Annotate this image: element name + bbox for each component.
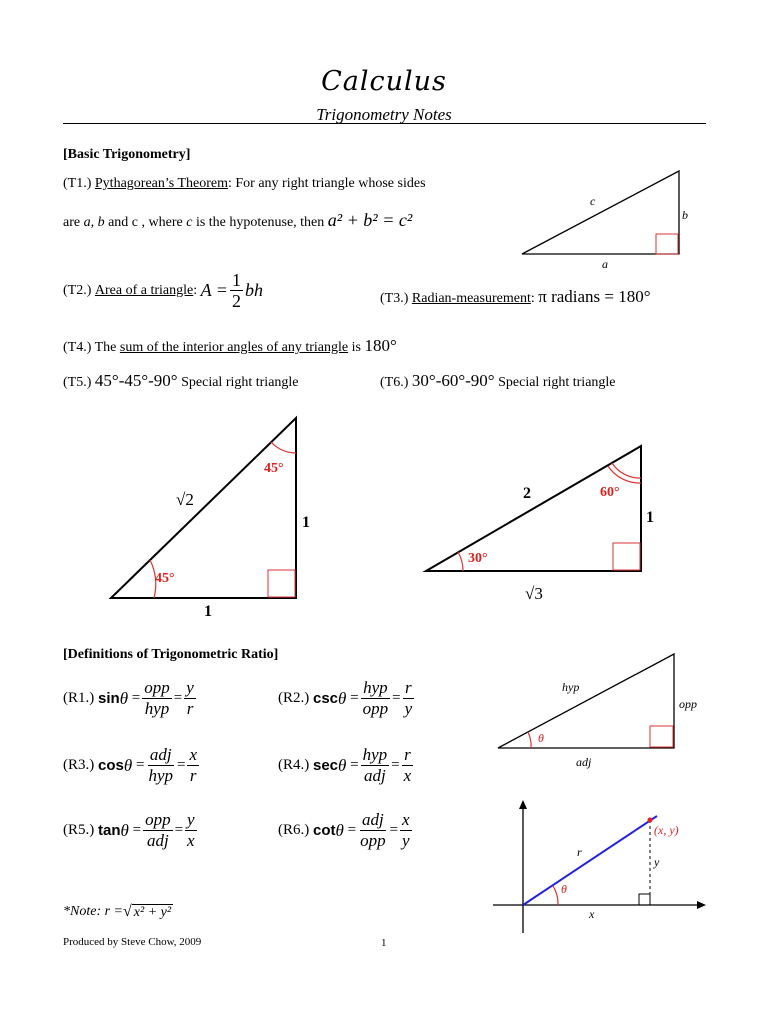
label-x: x xyxy=(589,907,595,921)
y-axis-arrow-icon xyxy=(519,800,527,809)
ratio-triangle-figure xyxy=(490,648,715,773)
label-theta-ratio: θ xyxy=(538,731,544,745)
ratio-den1: opp xyxy=(362,699,389,718)
ratio-r3: (R3.) cos θ = $\frac{\text{adj}}{\text{hyp}}$ = $\frac{x}{r}$ xyxy=(63,745,197,785)
label-side-30: 1 xyxy=(646,509,654,526)
right-angle-marker-45 xyxy=(268,570,295,597)
t1-comma: , xyxy=(90,215,98,230)
ratio-num2: y xyxy=(187,810,195,829)
ratio-r4: (R4.) sec θ = $\frac{\text{hyp}}{\text{adj}}$ = $\frac{r}{x}$ xyxy=(278,745,412,785)
ratio-num1: adj xyxy=(361,810,384,829)
ratio-theta: θ xyxy=(119,688,129,708)
t3-colon: : xyxy=(530,291,535,306)
t1-line2 xyxy=(63,210,412,231)
angle-left-45: 45° xyxy=(155,571,175,586)
theta-arc-coord xyxy=(553,886,558,905)
t2-den: 2 xyxy=(231,291,241,311)
t2-colon: : xyxy=(193,282,198,298)
ratio-label: (R6.) xyxy=(278,822,310,838)
triangle-30-60-90-figure xyxy=(415,410,665,610)
label-hyp-30: 2 xyxy=(523,485,531,502)
section-heading-ratios: [Definitions of Trigonometric Ratio] xyxy=(63,647,279,662)
ratio-fn: cot xyxy=(313,822,336,839)
t5-label: (T5.) xyxy=(63,375,92,390)
page-subtitle: Trigonometry Notes xyxy=(316,105,452,124)
ratio-theta: θ xyxy=(120,820,129,840)
ratio-label: (R4.) xyxy=(278,757,310,773)
t4-value: 180° xyxy=(364,336,397,355)
angle-top-60: 60° xyxy=(600,485,620,500)
t6-angles: 30°-60°-90° xyxy=(411,371,495,390)
note-prefix: *Note: xyxy=(63,904,102,919)
t5-angles: 45°-45°-90° xyxy=(94,371,178,390)
t5-text: Special right triangle xyxy=(181,375,299,390)
t1-formula: a² + b² = c² xyxy=(327,210,413,230)
sqrt-icon: √ xyxy=(123,903,132,920)
ratio-den2: x xyxy=(403,766,412,785)
right-angle-marker-30 xyxy=(613,543,640,570)
ratio-num1: opp xyxy=(145,810,171,829)
ratio-fn: sec xyxy=(313,757,339,774)
ratio-fn: sin xyxy=(98,690,120,707)
t5-line xyxy=(63,371,299,391)
radius-line xyxy=(523,816,657,905)
section-heading-basic: [Basic Trigonometry] xyxy=(63,147,191,162)
ratio-den1: hyp xyxy=(148,766,173,785)
t2-fraction xyxy=(230,270,243,311)
t3-label: (T3.) xyxy=(380,291,409,306)
point-xy xyxy=(648,818,653,823)
angle-top-45: 45° xyxy=(264,461,284,476)
ratio-den2: y xyxy=(402,831,410,850)
label-theta-coord: θ xyxy=(561,882,567,896)
ratio-r6: (R6.) cot θ = $\frac{\text{adj}}{\text{opp}}$ = $\frac{x}{y}$ xyxy=(278,810,410,850)
label-c: c xyxy=(590,194,596,208)
t1-label: (T1.) xyxy=(63,176,92,191)
triangle-45-45-90-figure xyxy=(100,410,340,625)
angle-arc-left-30 xyxy=(458,552,463,571)
ratio-num2: r xyxy=(405,678,412,697)
coordinate-figure xyxy=(490,798,720,938)
label-point: (x, y) xyxy=(654,823,679,837)
ratio-den1: adj xyxy=(146,831,169,850)
t2-line xyxy=(63,270,263,311)
label-r: r xyxy=(577,845,582,859)
t1-line1 xyxy=(63,176,426,192)
label-adj-ratio: adj xyxy=(576,755,592,769)
ratio-label: (R1.) xyxy=(63,690,95,706)
ratio-den1: opp xyxy=(360,831,386,850)
ratio-num2: y xyxy=(186,678,194,697)
t2-bh: bh xyxy=(244,280,263,300)
t6-line xyxy=(380,371,616,391)
ratio-den2: x xyxy=(187,831,195,850)
x-axis-arrow-icon xyxy=(697,901,706,909)
ratio-label: (R2.) xyxy=(278,690,310,706)
t1-b: b xyxy=(97,215,105,230)
label-a: a xyxy=(602,257,608,271)
t1-link: Pythagorean’s Theorem xyxy=(94,176,228,191)
ratio-fn: csc xyxy=(313,690,339,707)
ratio-den2: r xyxy=(186,699,194,718)
t2-a: A = xyxy=(200,280,228,300)
ratio-fn: cos xyxy=(98,757,124,774)
label-hyp-45: √2 xyxy=(176,490,194,509)
page-number: 1 xyxy=(381,937,387,949)
page-title: Calculus xyxy=(321,66,447,97)
ratio-label: (R3.) xyxy=(63,757,95,773)
ratio-den2: y xyxy=(404,699,413,718)
label-side-45: 1 xyxy=(302,514,310,531)
t2-link: Area of a triangle xyxy=(94,282,194,298)
ratio-fn: tan xyxy=(98,822,121,839)
pythagorean-triangle xyxy=(522,171,679,254)
footer-credit: Produced by Steve Chow, 2009 xyxy=(63,936,202,948)
ratio-num1: adj xyxy=(149,745,172,764)
t1-text1: : For any right triangle whose sides xyxy=(228,176,426,191)
ratio-r2: (R2.) csc θ = $\frac{\text{hyp}}{\text{opp}}$ = $\frac{r}{y}$ xyxy=(278,678,413,718)
ratio-num1: opp xyxy=(144,678,170,697)
ratio-num2: x xyxy=(189,745,197,764)
t1-a: a xyxy=(83,215,91,230)
ratio-num1: hyp xyxy=(362,745,388,764)
ratio-theta: θ xyxy=(338,755,347,775)
pythagorean-triangle-figure xyxy=(518,165,698,275)
ratio-den1: adj xyxy=(364,766,386,785)
note-line xyxy=(63,903,173,921)
t2-label: (T2.) xyxy=(63,282,92,298)
label-b: b xyxy=(682,208,688,222)
ratio-label: (R5.) xyxy=(63,822,95,838)
note-r: r = xyxy=(104,904,124,919)
t2-num: 1 xyxy=(231,270,241,290)
t1-c: c xyxy=(186,215,193,230)
label-y: y xyxy=(654,855,660,869)
angle-arc-top-45 xyxy=(271,442,296,453)
ratio-theta: θ xyxy=(338,688,347,708)
t6-text: Special right triangle xyxy=(498,375,616,390)
t4-text: is xyxy=(348,340,365,355)
note-expr: x² + y² xyxy=(133,904,172,920)
label-base-45: 1 xyxy=(204,603,212,620)
ratio-theta: θ xyxy=(123,755,133,775)
right-angle-marker-ratio xyxy=(650,726,673,747)
angle-left-30: 30° xyxy=(468,551,488,566)
ratio-num1: hyp xyxy=(363,678,388,697)
label-hyp-ratio: hyp xyxy=(562,680,580,694)
t1-text2a: are xyxy=(63,215,84,230)
header-rule xyxy=(63,123,706,124)
ratio-r5: (R5.) tan θ = $\frac{\text{opp}}{\text{adj}}$ = $\frac{y}{x}$ xyxy=(63,810,195,850)
t4-label: (T4.) The xyxy=(63,340,120,355)
ratio-den2: r xyxy=(189,766,197,785)
label-base-30: √3 xyxy=(525,584,543,603)
right-angle-marker-coord xyxy=(639,894,650,905)
t1-text2c: is the hypotenuse, then xyxy=(192,215,328,230)
t4-link: sum of the interior angles of any triangle xyxy=(119,340,349,355)
t6-label: (T6.) xyxy=(380,375,409,390)
right-angle-marker xyxy=(656,234,678,254)
t3-line xyxy=(380,287,651,307)
ratio-theta: θ xyxy=(335,820,344,840)
t3-formula: π radians = 180° xyxy=(538,287,651,306)
ratio-num2: x xyxy=(402,810,410,829)
label-opp-ratio: opp xyxy=(679,697,697,711)
t4-line xyxy=(63,336,397,356)
ratio-triangle xyxy=(498,654,674,748)
theta-arc xyxy=(528,732,531,748)
t1-text2b: and c , where xyxy=(104,215,187,230)
ratio-r1: (R1.) sin θ = $\frac{\text{opp}}{\text{hyp}}$ = $\frac{y}{r}$ xyxy=(63,678,194,718)
t3-link: Radian-measurement xyxy=(411,291,531,306)
ratio-den1: hyp xyxy=(144,699,170,718)
ratio-num2: r xyxy=(404,745,411,764)
